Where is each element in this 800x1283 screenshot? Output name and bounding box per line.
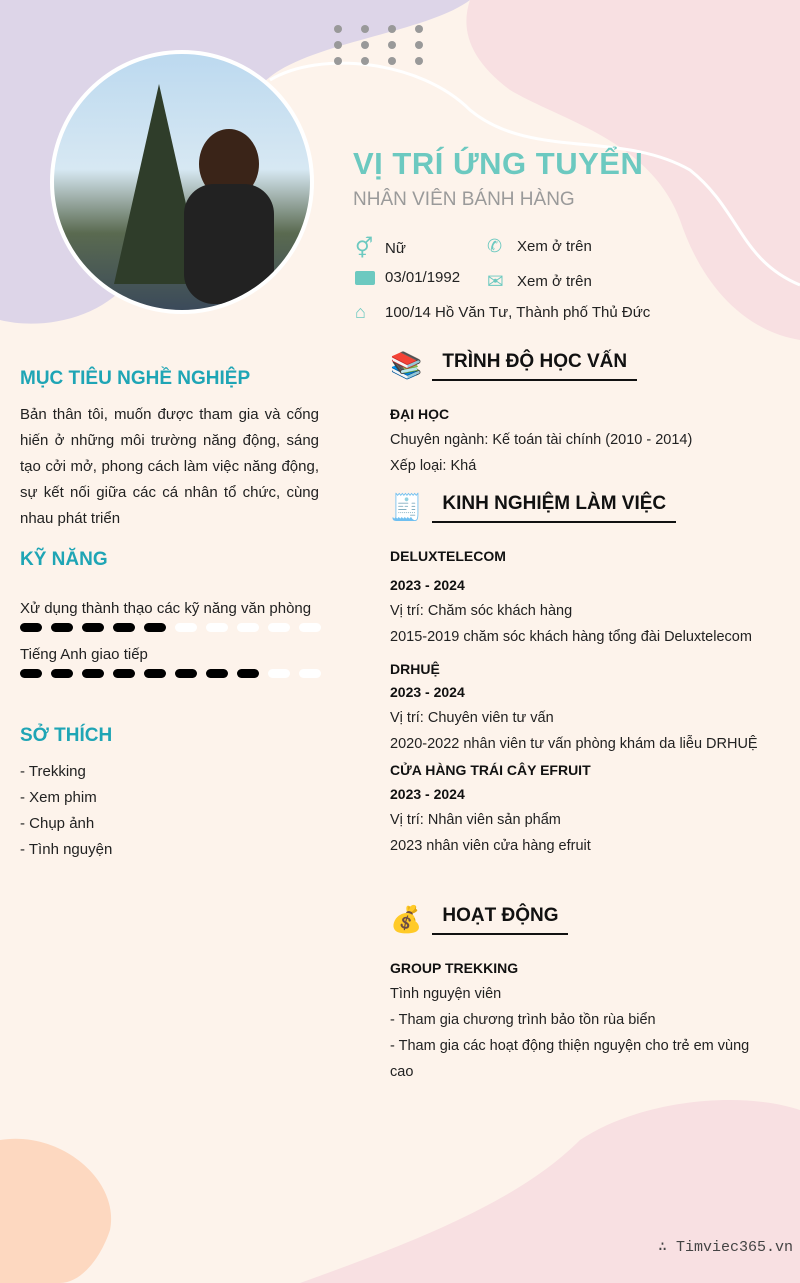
phone: ✆ Xem ở trên: [487, 236, 592, 256]
skill-rating: [20, 623, 321, 632]
rating-dot: [113, 623, 135, 632]
email: ✉ Xem ở trên: [487, 271, 592, 293]
gender-icon: ⚥: [355, 238, 374, 260]
rating-dot: [144, 623, 166, 632]
rating-dot: [51, 623, 73, 632]
rating-dot: [175, 669, 197, 678]
rating-dot: [299, 669, 321, 678]
objective-text: Bản thân tôi, muốn được tham gia và cống hiến ở những môi trường năng động, sáng tạo cởi mở, phong cách làm việc năng động, sự kết nối giữa các cá nhân tổ chức, cùng nhau phát triển: [20, 406, 319, 527]
rating-dot: [113, 669, 135, 678]
profile-photo: [50, 50, 314, 314]
rating-dot: [175, 623, 197, 632]
skill-name: Tiếng Anh giao tiếp: [20, 646, 148, 663]
rating-dot: [206, 669, 228, 678]
gender: ⚥ Nữ: [355, 238, 406, 260]
skill-rating: [20, 669, 321, 678]
experience-header: 🧾 KINH NGHIỆM LÀM VIỆC: [390, 492, 676, 523]
objective-heading: MỤC TIÊU NGHỀ NGHIỆP: [20, 368, 251, 389]
rating-dot: [268, 623, 290, 632]
hobby: - Chụp ảnh: [20, 815, 95, 832]
birthday: 03/01/1992: [355, 269, 460, 286]
rating-dot: [237, 669, 259, 678]
home-icon: ⌂: [355, 302, 366, 322]
skills-heading: KỸ NĂNG: [20, 549, 108, 570]
hobbies-list: [20, 759, 112, 863]
cake-icon: [355, 271, 375, 285]
hobby: - Xem phim: [20, 789, 97, 806]
education-header: 📚 TRÌNH ĐỘ HỌC VẤN: [390, 350, 637, 381]
rating-dot: [82, 669, 104, 678]
experience-section: DELUXTELECOM 2023 - 2024 Vị trí: Chăm sóc khách hàng 2015-2019 chăm sóc khách hàng tổng đài Deluxtelecom DRHUỆ 2023 - 2024 Vị trí: Chuyên viên tư vấn 2020-2022 nhân viên tư vấn phòng khám da liễu DRHUỆ CỬA HÀNG TRÁI CÂY EFRUIT 2023 - 2024 Vị trí: Nhân viên sản phẩm 2023 nhân viên cửa hàng efruit: [390, 548, 758, 854]
skill-name: Xử dụng thành thạo các kỹ năng văn phòng: [20, 600, 312, 617]
whatsapp-icon: ✆: [487, 236, 503, 256]
hobby: - Trekking: [20, 763, 86, 780]
accounting-icon: 🧾: [390, 492, 423, 522]
rating-dot: [299, 623, 321, 632]
watermark: ∴ Timviec365.vn: [658, 1239, 794, 1256]
position: NHÂN VIÊN BÁNH HÀNG: [353, 189, 575, 210]
rating-dot: [20, 623, 42, 632]
title: VỊ TRÍ ỨNG TUYỂN: [353, 146, 644, 181]
education-section: ĐẠI HỌC Chuyên ngành: Kế toán tài chính (2010 - 2014) Xếp loại: Khá: [390, 406, 693, 474]
rating-dot: [237, 623, 259, 632]
rating-dot: [206, 623, 228, 632]
hobbies-heading: SỞ THÍCH: [20, 725, 113, 746]
rating-dot: [144, 669, 166, 678]
coins-icon: 💰: [390, 904, 423, 934]
rating-dot: [51, 669, 73, 678]
hobby: - Tình nguyện: [20, 841, 113, 858]
envelope-icon: ✉: [487, 271, 504, 293]
activities-header: 💰 HOẠT ĐỘNG: [390, 904, 568, 935]
address: ⌂ 100/14 Hồ Văn Tư, Thành phố Thủ Đức: [355, 302, 651, 322]
activities-section: GROUP TREKKING Tình nguyện viên - Tham gia chương trình bảo tồn rùa biển - Tham gia các hoạt động thiện nguyện cho trẻ em vùng cao: [390, 960, 750, 1080]
rating-dot: [268, 669, 290, 678]
rating-dot: [82, 623, 104, 632]
books-icon: 📚: [390, 350, 423, 380]
rating-dot: [20, 669, 42, 678]
